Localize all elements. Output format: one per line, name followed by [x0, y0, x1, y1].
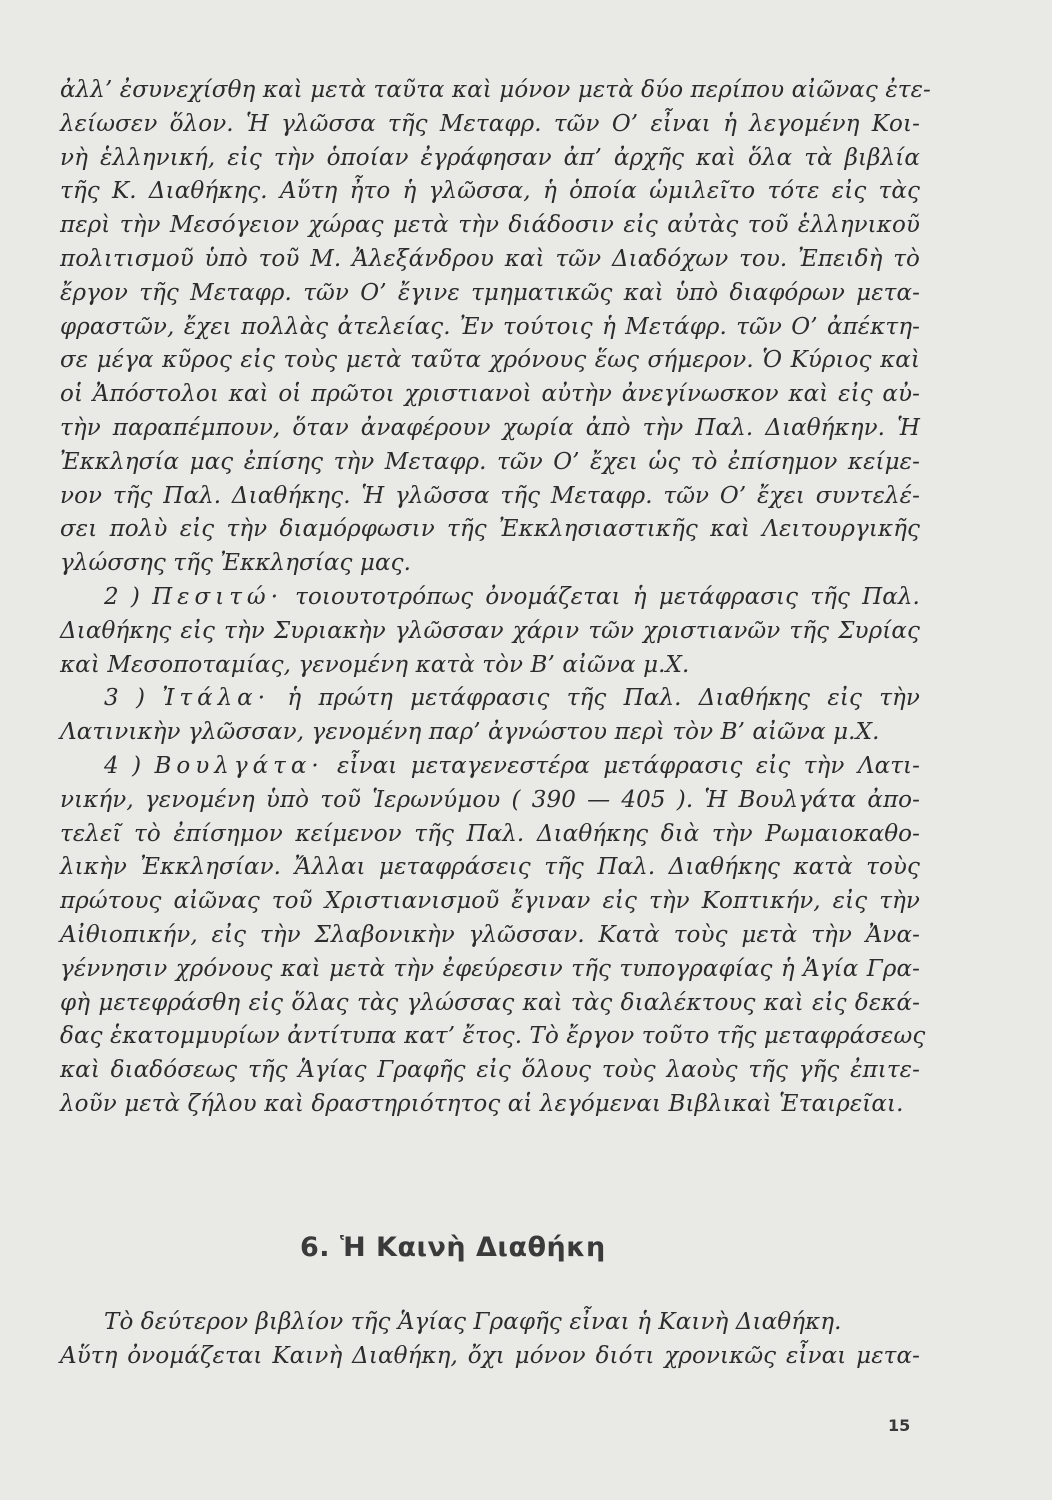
text-line: Αἰθιοπικήν, εἰς τὴν Σλαβονικὴν γλῶσσαν. Κατὰ τοὺς μετὰ τὴν Ἀνα- — [60, 921, 920, 948]
text-line: γέννησιν χρόνους καὶ μετὰ τὴν ἐφεύρεσιν τῆς τυπογραφίας ἡ Ἁγία Γρα- — [60, 955, 920, 982]
list-item-text: τοιουτοτρόπως ὀνομάζεται ἡ μετάφρασις τῆς Παλ. — [295, 583, 920, 610]
list-item-text: εἶναι μεταγενεστέρα μετάφρασις εἰς τὴν Λατι- — [337, 752, 921, 779]
page-number: 15 — [888, 1416, 911, 1435]
list-item-term: Ἰτάλα· — [162, 685, 271, 712]
list-item-4 — [60, 750, 920, 784]
text-line: νον τῆς Παλ. Διαθήκης. Ἡ γλῶσσα τῆς Μεταφρ. τῶν Ο’ ἔχει συντελέ- — [60, 482, 920, 509]
text-line: γλώσσης τῆς Ἐκκλησίας μας. — [60, 550, 412, 577]
text-line: λείωσεν ὅλον. Ἡ γλῶσσα τῆς Μεταφρ. τῶν Ο’ εἶναι ἡ λεγομένη Κοι- — [60, 110, 920, 137]
section-text — [60, 1306, 920, 1374]
list-item-number: 4 ) — [104, 752, 142, 779]
text-line: λοῦν μετὰ ζήλου καὶ δραστηριότητος αἱ λεγόμεναι Βιβλικαὶ Ἑταιρεῖαι. — [60, 1090, 904, 1117]
text-line: Λατινικὴν γλῶσσαν, γενομένη παρ’ ἀγνώστου περὶ τὸν Β’ αἰῶνα μ.Χ. — [60, 719, 880, 746]
list-item-term: Πεσιτώ· — [152, 583, 284, 610]
text-line: νικήν, γενομένη ὑπὸ τοῦ Ἱερωνύμου ( 390 — 405 ). Ἡ Βουλγάτα ἀπο- — [60, 786, 920, 813]
text-line: φὴ μετεφράσθη εἰς ὅλας τὰς γλώσσας καὶ τὰς διαλέκτους καὶ εἰς δεκά- — [60, 989, 920, 1016]
text-line: Ἐκκλησία μας ἐπίσης τὴν Μεταφρ. τῶν Ο’ ἔχει ὡς τὸ ἐπίσημον κείμε- — [60, 448, 920, 475]
list-item-2 — [60, 581, 920, 615]
text-line: λικὴν Ἐκκλησίαν. Ἄλλαι μεταφράσεις τῆς Παλ. Διαθήκης κατὰ τοὺς — [60, 854, 920, 881]
list-item-number: 2 ) — [104, 583, 140, 610]
text-line: Αὕτη ὀνομάζεται Καινὴ Διαθήκη, ὄχι μόνον διότι χρονικῶς εἶναι μετα- — [60, 1342, 920, 1369]
body-text — [60, 74, 931, 1122]
section-heading: 6. Ἡ Καινὴ Διαθήκη — [300, 1232, 606, 1263]
list-item-number: 3 ) — [104, 685, 146, 712]
list-item-3 — [60, 682, 920, 716]
text-line: τῆς Κ. Διαθήκης. Αὕτη ἦτο ἡ γλῶσσα, ἡ ὁποία ὡμιλεῖτο τότε εἰς τὰς — [60, 178, 920, 205]
text-line: καὶ διαδόσεως τῆς Ἁγίας Γραφῆς εἰς ὅλους τοὺς λαοὺς τῆς γῆς ἐπιτε- — [60, 1057, 920, 1084]
text-line: Διαθήκης εἰς τὴν Συριακὴν γλῶσσαν χάριν τῶν χριστιανῶν τῆς Συρίας — [60, 617, 920, 644]
text-line: πρώτους αἰῶνας τοῦ Χριστιανισμοῦ ἔγιναν εἰς τὴν Κοπτικήν, εἰς τὴν — [60, 888, 920, 915]
text-line: οἱ Ἀπόστολοι καὶ οἱ πρῶτοι χριστιανοὶ αὐτὴν ἀνεγίνωσκον καὶ εἰς αὐ- — [60, 381, 920, 408]
text-line: Τὸ δεύτερον βιβλίον τῆς Ἁγίας Γραφῆς εἶναι ἡ Καινὴ Διαθήκη. — [104, 1309, 842, 1335]
text-line: περὶ τὴν Μεσόγειον χώρας μετὰ τὴν διάδοσιν εἰς αὐτὰς τοῦ ἑλληνικοῦ — [60, 212, 920, 239]
list-item-text: ἡ πρώτη μετάφρασις τῆς Παλ. Διαθήκης εἰς τὴν — [287, 685, 920, 712]
text-line: ἀλλ’ ἐσυνεχίσθη καὶ μετὰ ταῦτα καὶ μόνον μετὰ δύο περίπου αἰῶνας ἐτε- — [60, 77, 931, 103]
text-line: καὶ Μεσοποταμίας, γενομένη κατὰ τὸν Β’ αἰῶνα μ.Χ. — [60, 651, 690, 678]
text-line: τὴν παραπέμπουν, ὅταν ἀναφέρουν χωρία ἀπὸ τὴν Παλ. Διαθήκην. Ἡ — [60, 414, 920, 441]
text-line: σει πολὺ εἰς τὴν διαμόρφωσιν τῆς Ἐκκλησιαστικῆς καὶ Λειτουργικῆς — [60, 516, 920, 543]
text-line: πολιτισμοῦ ὑπὸ τοῦ Μ. Ἀλεξάνδρου καὶ τῶν Διαδόχων του. Ἐπειδὴ τὸ — [60, 245, 920, 272]
text-line: νὴ ἑλληνική, εἰς τὴν ὁποίαν ἐγράφησαν ἀπ’ ἀρχῆς καὶ ὅλα τὰ βιβλία — [60, 144, 920, 171]
text-line: τελεῖ τὸ ἐπίσημον κείμενον τῆς Παλ. Διαθήκης διὰ τὴν Ρωμαιοκαθο- — [60, 820, 920, 847]
text-line: ἔργον τῆς Μεταφρ. τῶν Ο’ ἔγινε τμηματικῶς καὶ ὑπὸ διαφόρων μετα- — [60, 279, 920, 306]
text-line: σε μέγα κῦρος εἰς τοὺς μετὰ ταῦτα χρόνους ἕως σήμερον. Ὁ Κύριος καὶ — [60, 347, 920, 374]
text-line: δας ἑκατομμυρίων ἀντίτυπα κατ’ ἔτος. Τὸ ἔργον τοῦτο τῆς μεταφράσεως — [60, 1023, 926, 1050]
text-line: φραστῶν, ἔχει πολλὰς ἀτελείας. Ἐν τούτοις ἡ Μετάφρ. τῶν Ο’ ἀπέκτη- — [60, 313, 920, 340]
list-item-term: Βουλγάτα· — [154, 752, 324, 779]
